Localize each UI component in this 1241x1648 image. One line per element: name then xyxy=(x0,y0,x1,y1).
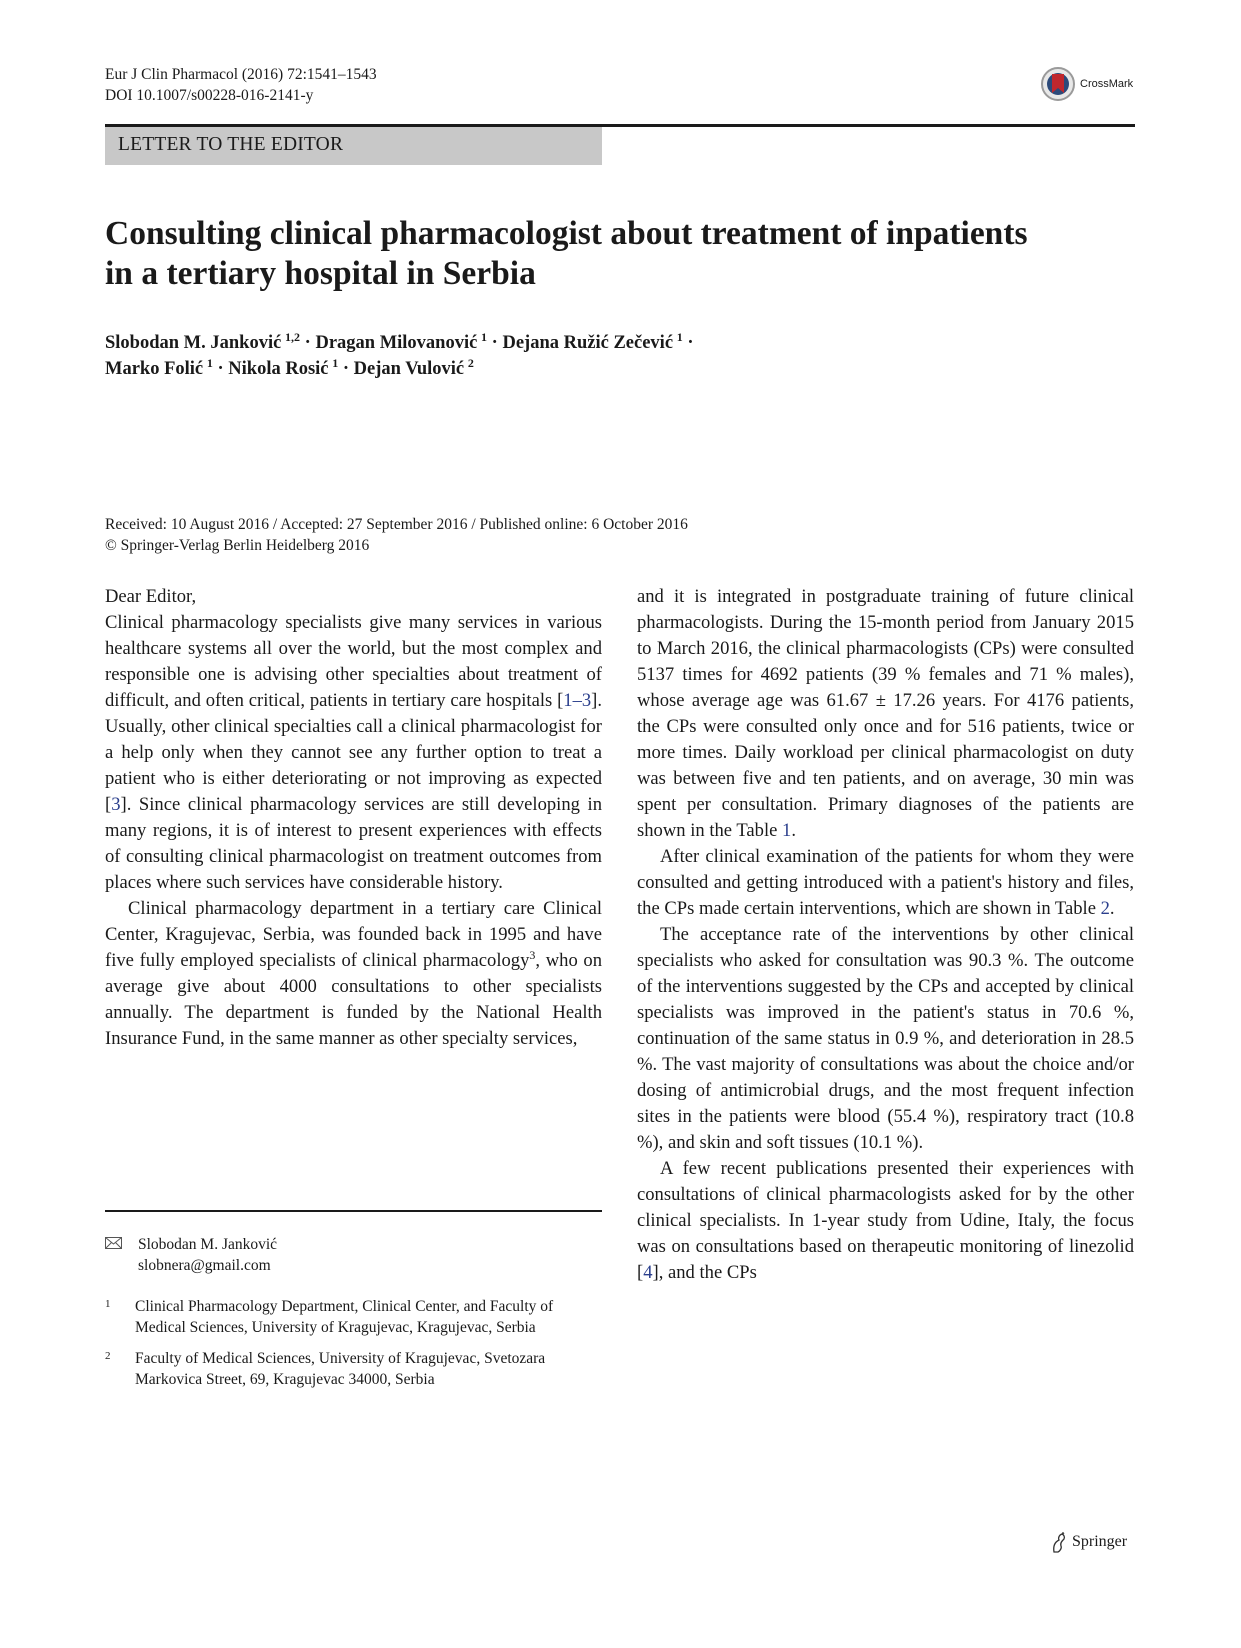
author-name[interactable]: Dejana Ružić Zečević xyxy=(502,333,674,353)
affiliation-1 xyxy=(105,1296,602,1340)
author-separator: · xyxy=(304,333,311,353)
paragraph-text: Clinical pharmacology specialists give many services in various healthcare systems all over the world, but the most complex and responsible one is advising other specialties about treatment of difficult, and often critical, patients in tertiary care hospitals [ xyxy=(105,612,602,711)
journal-citation xyxy=(105,64,377,106)
footnote-marker: 3 xyxy=(529,947,536,962)
author-affiliation: 1,2 xyxy=(285,329,301,344)
paragraph-text: . xyxy=(1109,898,1115,919)
author-name[interactable]: Nikola Rosić xyxy=(228,359,329,379)
footnote-rule xyxy=(105,1210,602,1212)
article-title xyxy=(105,214,1135,294)
journal-line-1: Eur J Clin Pharmacol (2016) 72:1541–1543 xyxy=(105,66,377,83)
crossmark-icon xyxy=(1040,66,1076,102)
corresponding-author xyxy=(105,1234,505,1278)
author-affiliation: 1 xyxy=(332,355,339,370)
contact-name: Slobodan M. Janković xyxy=(138,1236,278,1253)
author-list xyxy=(105,330,1135,382)
author-name[interactable]: Dragan Milovanović xyxy=(315,333,478,353)
paragraph-text: ]. Usually, other clinical specialties call a clinical pharmacologist for a help only when they cannot see any further option to treat a patient who is either deteriorating or not improving as expected [ xyxy=(105,690,602,815)
paragraph: The acceptance rate of the interventions by other clinical specialists who asked for consultation was 90.3 %. The outcome of the interventions suggested by the CPs and accepted by clinical specialists was improved in the patient's status in 70.6 %, continuation of the same status in 0.9 %, and deterioration in 28.5 %. The vast majority of consultations was about the choice and/or dosing of antimicrobial drugs, and the most frequent infection sites in the patients were blood (55.4 %), respiratory tract (10.8 %), and skin and soft tissues (10.1 %). xyxy=(637,924,1134,1153)
citation-link[interactable]: 1–3 xyxy=(563,690,592,711)
paragraph xyxy=(637,584,1134,844)
envelope-icon xyxy=(105,1237,122,1249)
springer-horse-icon xyxy=(1050,1532,1068,1554)
table-link[interactable]: 2 xyxy=(1100,898,1110,919)
paragraph xyxy=(105,610,602,896)
title-line-1: Consulting clinical pharmacologist about treatment of inpatients xyxy=(105,215,1028,252)
affiliation-number: 2 xyxy=(105,1350,111,1362)
affiliation-number: 1 xyxy=(105,1298,111,1310)
paragraph-text: ], and the CPs xyxy=(652,1262,757,1283)
author-line-2 xyxy=(105,356,1135,382)
article-history xyxy=(105,514,688,556)
contact-email[interactable]: slobnera@gmail.com xyxy=(138,1257,271,1274)
citation-link[interactable]: 3 xyxy=(111,794,121,815)
paragraph-text: ]. Since clinical pharmacology services are still developing in many regions, it is of interest to present experiences with effects of consulting clinical pharmacologist on treatment outcomes from places where such services have considerable history. xyxy=(105,794,602,893)
paragraph xyxy=(637,844,1134,922)
paragraph-text: After clinical examination of the patients for whom they were consulted and getting introduced with a patient's history and files, the CPs made certain interventions, which are shown in Table xyxy=(637,846,1134,919)
author-affiliation: 1 xyxy=(676,329,683,344)
crossmark-label: CrossMark xyxy=(1080,78,1134,90)
affiliation-text: Faculty of Medical Sciences, University of Kragujevac, Svetozara Markovica Street, 69, Kragujevac 34000, Serbia xyxy=(135,1350,546,1388)
paragraph xyxy=(637,1156,1134,1286)
paragraph-text: Clinical pharmacology department in a tertiary care Clinical Center, Kragujevac, Serbia, was founded back in 1995 and have five fully employed specialists of clinical pharmacology xyxy=(105,898,602,971)
paragraph-text: A few recent publications presented their experiences with consultations of clinical pharmacologists asked for by the other clinical specialists. In 1-year study from Udine, Italy, the focus was on consultations based on therapeutic monitoring of linezolid [ xyxy=(637,1158,1134,1283)
author-name[interactable]: Dejan Vulović xyxy=(353,359,465,379)
copyright-line: © Springer-Verlag Berlin Heidelberg 2016 xyxy=(105,537,370,554)
body-column-right xyxy=(637,584,1134,1286)
paragraph-text: . xyxy=(791,820,796,841)
salutation: Dear Editor, xyxy=(105,586,197,607)
publisher-name: Springer xyxy=(1072,1533,1128,1550)
author-affiliation: 1 xyxy=(206,355,213,370)
paragraph xyxy=(105,896,602,1052)
received-accepted-dates: Received: 10 August 2016 / Accepted: 27 September 2016 / Published online: 6 October 2016 xyxy=(105,516,688,533)
author-affiliation: 1 xyxy=(481,329,488,344)
journal-doi[interactable]: DOI 10.1007/s00228-016-2141-y xyxy=(105,87,314,104)
paragraph-text: and it is integrated in postgraduate training of future clinical pharmacologists. During the 15-month period from January 2015 to March 2016, the clinical pharmacologists (CPs) were consulted 5137 times for 4692 patients (39 % females and 71 % males), whose average age was 61.67 ± 17.26 years. For 4176 patients, the CPs were consulted only once and for 516 patients, twice or more times. Daily workload per clinical pharmacologist on duty was between five and ten patients, and on average, 30 min was spent per consultation. Primary diagnoses of the patients are shown in the Table xyxy=(637,586,1134,841)
title-line-2: in a tertiary hospital in Serbia xyxy=(105,255,536,292)
author-line-1 xyxy=(105,330,1135,356)
paragraph-text: , who on average give about 4000 consultations to other specialists annually. The department is funded by the National Health Insurance Fund, in the same manner as other specialty services, xyxy=(105,950,603,1049)
publisher-logo xyxy=(1050,1530,1145,1556)
section-label: LETTER TO THE EDITOR xyxy=(118,134,344,155)
crossmark-badge[interactable] xyxy=(1040,66,1140,106)
author-separator: · xyxy=(687,333,694,353)
affiliation-text: Clinical Pharmacology Department, Clinical Center, and Faculty of Medical Sciences, University of Kragujevac, Kragujevac, Serbia xyxy=(135,1298,554,1336)
author-affiliation: 2 xyxy=(467,355,474,370)
body-column-left xyxy=(105,584,602,1052)
table-link[interactable]: 1 xyxy=(782,820,792,841)
author-separator: · xyxy=(342,359,350,379)
section-banner xyxy=(105,127,602,165)
author-name[interactable]: Marko Folić xyxy=(105,359,204,379)
author-separator: · xyxy=(491,333,498,353)
author-name[interactable]: Slobodan M. Janković xyxy=(105,333,282,353)
author-separator: · xyxy=(217,359,224,379)
citation-link[interactable]: 4 xyxy=(643,1262,653,1283)
affiliation-2 xyxy=(105,1348,602,1392)
